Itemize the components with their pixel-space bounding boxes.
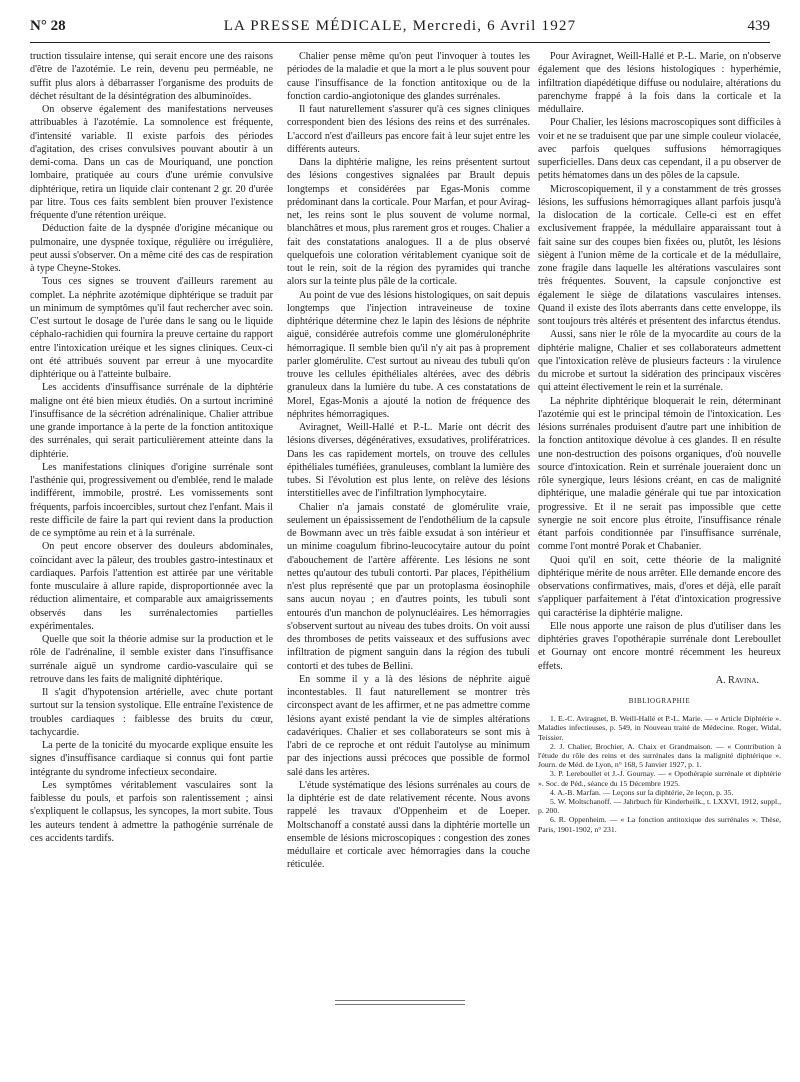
column-right — [538, 50, 781, 834]
column-right-body — [538, 50, 781, 673]
paragraph: Il faut naturellement s'assurer qu'à ces signes cliniques correspondent bien des lésions des reins et des surrénales. L'accord n'est d'ailleurs pas encore fait à leur sujet entre les différents auteurs. — [287, 104, 530, 155]
paragraph: Dans la diphtérie maligne, les reins présentent surtout des lésions congestives signalées par Brault depuis longtemps et considérées par Egas-Monis comme prédominant dans la corticale. Pour Marfan, et pour Aviragnet, les reins sont le plus souvent de volume normal, blanchâtres et mous, plus rarement gros et rouges. Chalier a fait des constatations analogues. Il a de plus observé quelquefois une coloration véritablement cyanique soit de tout le rein, soit de la région des pyramides qui tranche alors sur la teinte plus pâle de la corticale. — [287, 157, 530, 288]
page-number: 439 — [747, 18, 770, 34]
bibliography-entry: 1. E.-C. Aviragnet, B. Weill-Hallé et P.-L. Marie. — « Article Diphtérie ». Maladies infectieuses, p. 549, in Nouveau traité de Médecine. Roger, Widal, Teissier. — [538, 714, 781, 742]
paragraph: On peut encore observer des douleurs abdominales, coïncidant avec la pâleur, des troubles gastro-intestinaux et cardiaques. Parfois l'attention est attirée par une véritable fonte musculaire à allure rapide, disproportionnée avec la réduction alimentaire, et comparable aux amaigrissements observés dans les surrénalectomies partielles expérimentales. — [30, 541, 273, 632]
bibliography-list — [538, 714, 781, 834]
column-middle — [287, 50, 530, 872]
paragraph: truction tissulaire intense, qui serait encore une des raisons d'être de l'azotémie. Le rein, devenu peu perméable, ne suffit plus alors à débarrasser l'organisme des produits de déchet résultant de la désintégration des albuminoïdes. — [30, 51, 273, 102]
paragraph: Quoi qu'il en soit, cette théorie de la malignité diphtérique mérite de nous arrêter. Elle demande encore des observations confirmatives, mais, d'ores et déjà, elle paraît s'appliquer parfaitement à l'état d'intoxication progressive qui caractérise la diphtérie maligne. — [538, 554, 781, 619]
issue-number: N° 28 — [30, 18, 66, 34]
paragraph: Tous ces signes se trouvent d'ailleurs rarement au complet. La néphrite azotémique diphtérique se traduit par un minimum de symptômes qu'il faut rechercher avec soin. C'est surtout le dosage de l'urée dans le sang ou le liquide céphalo-rachidien qui fournira la preuve certaine du rapport entre l'intoxication uréique et les signes cliniques. Ceux-ci ont été attribués souvent par erreur à une myocardite diphtérique ou à l'atteinte bulbaire. — [30, 276, 273, 380]
bibliography-entry: 4. A.-B. Marfan. — Leçons sur la diphtérie, 2e leçon, p. 35. — [550, 787, 734, 797]
paragraph: Déduction faite de la dyspnée d'origine mécanique ou pulmonaire, une dyspnée toxique, régulière ou irrégulière, peut aussi s'observer. On a même cité des cas de respiration à type Cheyne-Stokes. — [30, 223, 273, 274]
paragraph: Chalier pense même qu'on peut l'invoquer à toutes les périodes de la maladie et que la mort a le plus souvent pour cause l'insuffisance de la fonction antitoxique ou de la fonction cardio-angiotonique des glandes surrénales. — [287, 51, 530, 102]
bibliography-heading: BIBLIOGRAPHIE — [628, 697, 691, 705]
paragraph: Elle nous apporte une raison de plus d'utiliser dans les diphtéries graves l'opothérapie surrénale dont Lereboullet et Gournay ont encore montré récemment les heureux effets. — [538, 620, 781, 672]
paragraph: L'étude systématique des lésions surrénales au cours de la diphtérie est de date relativement récente. Nous avons rappelé les travaux d'Oppenheim et de Loeper. Moltschanoff a constaté aussi dans la diphtérie mortelle un ensemble de lésions microscopiques : congestion des zones médullaire et corticale avec hémorragies dans la couche réticulée. — [287, 779, 530, 871]
bibliography-entry: 6. R. Oppenheim. — « La fonction antitoxique des surrénales ». Thèse, Paris, 1901-1902, n° 231. — [538, 815, 781, 834]
paragraph: En somme il y a là des lésions de néphrite aiguë incontestables. Il faut naturellement se montrer très circonspect avant de les affirmer, et ne pas admettre comme lésions ayant existé pendant la vie de simples altérations cadavériques. Chalier et ses collaborateurs se sont mis à l'abri de ce reproche et ont réduit l'autolyse au minimum par des injections aussi précoces que possible de formol salé dans les artères. — [287, 673, 530, 778]
paragraph: Les symptômes véritablement vasculaires sont la faiblesse du pouls, et parfois son ralentissement ; ainsi s'expliquent le collapsus, les syncopes, la mort subite. Tous les auteurs tendent à admettre la pathogénie surrénale de ces accidents tardifs. — [30, 779, 273, 844]
paragraph: Il s'agit d'hypotension artérielle, avec chute portant surtout sur la tension systolique. Elle entraîne l'existence de troubles cardiaques : faiblesse des bruits du cœur, tachycardie. — [30, 687, 273, 738]
paragraph: Microscopiquement, il y a constamment de très grosses lésions, les suffusions hémorragiques allant parfois jusqu'à la dislocation de la corticale. Celle-ci est en effet exclusivement frappée, la médullaire apparaissant tout à fait saine sur des coupes bien fixées ou, plutôt, les lésions siègent à l'union même de la corticale et de la médullaire, zone fragile dans laquelle les altérations vasculaires sont très fréquentes. Souvent, la capsule conjonctive est également le siège de dilatations vasculaires intenses. Quand il existe des îlots aberrants dans cette enveloppe, ils sont toujours très altérés et présentent des infarctus étendus. — [538, 183, 781, 327]
author-signature: A. Ravina. — [715, 674, 759, 686]
column-left — [30, 50, 273, 845]
header-rule — [30, 42, 770, 43]
paragraph: Aussi, sans nier le rôle de la myocardite au cours de la diphtérie maligne, Chalier et ses collaborateurs admettent que l'intoxication relève de plusieurs facteurs : la virulence du microbe et surtout la sidération des principaux viscères qui atteint électivement le rein et la surrénale. — [538, 329, 781, 394]
paragraph: Les accidents d'insuffisance surrénale de la diphtérie maligne ont été bien mieux étudiés. On a surtout incriminé l'insuffisance de la sécrétion adrénalinique. Chalier attribue une grande importance à la perte de la fonction antitoxique des surrénales, qui serait particulièrement atteinte dans la diphtérie. — [30, 382, 273, 460]
paragraph: La perte de la tonicité du myocarde explique ensuite les signes d'insuffisance cardiaque si connus qui font partie intégrante du syndrome infectieux secondaire. — [30, 740, 273, 778]
bibliography-entry: 5. W. Moltschanoff. — Jahrbuch für Kinderheilk., t. LXXVI, 1912, suppl., p. 200. — [538, 797, 781, 816]
bibliography-entry: 2. J. Chalier, Brochier, A. Chaix et Grandmaison. — « Contribution à l'étude du rôle des reins et des surrénales dans la malignité diphtérique ». Journ. de Méd. de Lyon, n° 168, 5 Janvier 1927, p. 1. — [538, 741, 781, 770]
paragraph: On observe également des manifestations nerveuses attribuables à l'azotémie. La somnolence est fréquente, d'intensité variable. Il existe parfois des périodes d'agitation, des crises convulsives pouvant aboutir à un demi-coma. Dans un cas de Mouriquand, une ponction lombaire, pratiquée au cours d'une urémie convulsive diphtérique, retira un liquide clair contenant 2 gr. 20 d'urée par litre. Tous ces faits semblent bien prouver l'existence fréquente d'une rétention uréique. — [30, 104, 273, 221]
paragraph: Aviragnet, Weill-Hallé et P.-L. Marie ont décrit des lésions diverses, dégénératives, exsudatives, prolifératrices. Dans les cas rapidement mortels, on trouve des cellules épithéliales tuméfiées, granuleuses, comblant la lumière des tubes. Si l'évolution est plus lente, on relève des lésions interstitielles avec de l'infiltration lymphocytaire. — [287, 422, 530, 500]
bibliography-entry: 3. P. Lereboullet et J.-J. Gournay. — « Opothérapie surrénale et diphtérie ». Soc. de Péd., séance du 15 Décembre 1925. — [538, 769, 781, 788]
paragraph: Pour Aviragnet, Weill-Hallé et P.-L. Marie, on n'observe également que des lésions histologiques : hyperhémie, infiltration diapédétique diffuse ou nodulaire, altérations du parenchyme frappé à la fois dans la corticale et la médullaire. — [538, 51, 781, 115]
end-rules — [335, 1000, 465, 1008]
journal-title-date: LA PRESSE MÉDICALE, Mercredi, 6 Avril 1927 — [223, 18, 577, 34]
paragraph: Au point de vue des lésions histologiques, on sait depuis longtemps que l'injection intraveineuse de toxine diphtérique détermine chez le lapin des lésions de néphrite aiguë, considérée autrefois comme une glomérulonéphrite hémorragique. Il semble bien qu'il n'y ait pas à proprement parler glomérulite. C'est surtout au niveau des tubuli qu'on trouve les cellules épithéliales altérées, avec des débris granuleux dans la lumière du tube. A ces constatations de Morel, Egas-Monis a ajouté la notion de fréquence des néphrites hémorragiques. — [287, 289, 530, 420]
paragraph: Quelle que soit la théorie admise sur la production et le rôle de l'adrénaline, il semble exister dans l'insuffisance surrénale aiguë un syndrome cardio-vasculaire qui se retrouve dans les faits de malignité diphtérique. — [30, 634, 273, 685]
running-header — [30, 18, 770, 40]
paragraph: La néphrite diphtérique bloquerait le rein, déterminant l'azotémie qui est le principal témoin de l'intoxication. Les lésions surrénales produisent d'autre part une inhibition de la fonction antitoxique dévolue à ces glandes. Il en résulte une non-destruction des poisons organiques, d'où nouvelle source d'intoxication. Rein et surrénale joueraient donc un rôle synergique, leurs lésions créant, en cas de malignité diphtérique, une maladie générale qui tue par intoxication progressive. Et il ne serait pas impossible que cette synergie ne soit encore plus étroite, l'insuffisance rénale étant parfois conditionnée par l'insuffisance surrénale, comme l'ont montré Porak et Chabanier. — [538, 395, 781, 553]
paragraph: Chalier n'a jamais constaté de glomérulite vraie, seulement un épaississement de l'endothélium de la capsule de Bowmann avec un très faible exsudat à son intérieur et un minime coagulum fibrino-leucocytaire autour du point d'abouchement de l'artère afférente. Les lésions ne sont nettes qu'autour des tubuli contorti. Par places, l'épithélium n'est plus représenté que par un protoplasma éosinophile sans aucun noyau ; en d'autres points, les tubuli sont entourés d'un manchon de polynucléaires. Les hémorragies s'observent surtout au niveau des tubes droits. On voit aussi des thromboses de petits vaisseaux et des suffusions avec infiltration de pigment sanguin dans la région des tubuli contorti et des tubes de Bellini. — [287, 501, 530, 672]
paragraph: Pour Chalier, les lésions macroscopiques sont difficiles à voir et ne se traduisent que par une simple couleur violacée, avec parfois quelques suffusions hémorragiques superficielles. Dans deux cas cependant, il a pu observer de petits hématomes dans un des pôles de la capsule. — [538, 117, 781, 182]
paragraph: Les manifestations cliniques d'origine surrénale sont l'asthénie qui, progressivement ou d'emblée, rend le malade indifférent, immobile, prostré. Les vomissements sont fréquents, parfois incoercibles, surtout chez l'enfant. Mais il reste difficile de faire la part qui revient dans la production de ce symptôme au rein et à la surrénale. — [30, 461, 273, 539]
